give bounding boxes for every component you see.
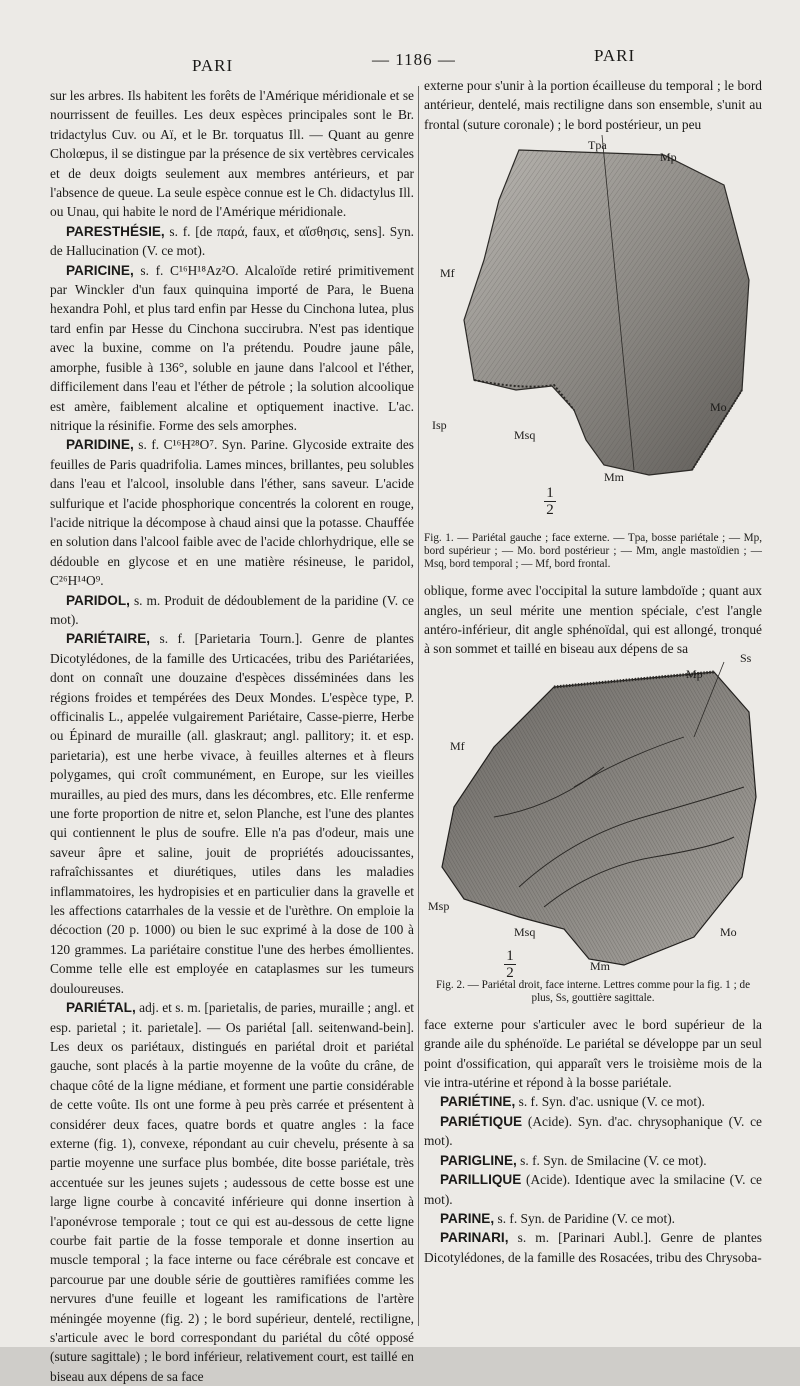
label-msq: Msq bbox=[514, 428, 536, 443]
entry-continuation: oblique, forme avec l'occipital la suture lambdoïde ; quant aux angles, un seul mérite une mention spéciale, c'est l'angle antéro-inférieur, dit angle sphénoïdal, qui est allongé, tronqué à son sommet et taillé en biseau aux dépens de sa bbox=[424, 583, 762, 657]
headword: PARIÉTAIRE, bbox=[66, 631, 151, 647]
headword: PARESTHÉSIE, bbox=[66, 223, 165, 239]
parietal-bone-external-illustration bbox=[424, 140, 762, 530]
entry-body: s. m. [Parinari Aubl.]. Genre de plantes Dicotylédones, de la famille des Rosacées, tribu des Chrysoba- bbox=[424, 1230, 762, 1265]
label-mo: Mo bbox=[710, 400, 727, 415]
entry-parietal bbox=[50, 998, 414, 1386]
entry-body: s. f. C¹⁶H¹⁸Az²O. Alcaloïde retiré primitivement par Winckler d'un faux quinquina importé de Para, le Buena hexandra Pohl, et plus tard enfin par Hesse du Cinchona lutea, plus tard enfin par Hesse du Cinchona succirubra. N'est pas identique avec la buxine, comme on l'a prétendu. Poudre jaune pâle, amorphe, fusible à 136°, soluble en jaune dans l'alcool et l'éther, difficilement dans l'eau et l'éther de pétrole ; la solution alcoolique est amère, faiblement alcaline et optiquement inactive. L'ac. nitrique la résinifie. Forme des sels amorphes. bbox=[50, 262, 414, 433]
label-mf: Mf bbox=[450, 738, 465, 753]
entry-paresthesie bbox=[50, 222, 414, 261]
entry-body: s. f. [Parietaria Tourn.]. Genre de plantes Dicotylédones, de la famille des Urticacées, tribu des Pariétariées, dont on connaît une douzaine d'espèces disséminées dans les régions froides et tempérées des Deux Mondes. L'espèce type, P. officinalis L., appelée vulgairement Pariétaire, Casse-pierre, Herbe ou Épinard de muraille (all. glaskraut; angl. pallitory; it. et esp. parietaria), est une herbe vivace, à feuilles alternes et à fleurs polygames, qui croît communément, en Europe, sur les vieilles murailles, au pied des murs, dans les décombres, etc. Elle renferme une forte proportion de nitre et, selon Planche, est l'une des plantes qui contiennent le plus de soufre. Elle n'a pas d'odeur, mais une saveur âpre et saline, jouit de propriétés adoucissantes, rafraîchissantes et diurétiques, utiles dans les maladies inflammatoires, les hydropisies et en particulier dans la gravelle et les affections catarrhales de la vessie et de l'urèthre. On emploie la décoction (20 p. 1000) ou bien le suc exprimé à la dose de 100 à 120 grammes. La pariétaire constitue l'une des herbes émollientes. Comme telle elle est employée en cataplasmes sur les tumeurs douloureuses. bbox=[50, 631, 414, 996]
entry-parillique bbox=[424, 1170, 762, 1209]
label-isp: Isp bbox=[432, 418, 447, 433]
headword: PARIGLINE, bbox=[440, 1152, 517, 1168]
headword: PARINARI, bbox=[440, 1230, 509, 1246]
entry-paridol bbox=[50, 591, 414, 630]
label-msp: Msp bbox=[428, 898, 450, 913]
label-mf: Mf bbox=[440, 266, 455, 281]
scale-fraction bbox=[544, 486, 556, 517]
entry-body: s. m. Produit de dédoublement de la paridine (V. ce mot). bbox=[50, 592, 414, 627]
fraction-numerator: 1 bbox=[546, 485, 554, 502]
entry-parigline bbox=[424, 1151, 762, 1170]
headword: PARIDOL, bbox=[66, 592, 130, 608]
entry-body: s. f. [de παρά, faux, et αἴσθησις, sens]. Syn. de Hallucination (V. ce mot). bbox=[50, 223, 414, 259]
label-mp: Mp bbox=[686, 666, 703, 681]
figure-1-parietal-external bbox=[424, 140, 762, 530]
figure-1-caption: Fig. 1. — Pariétal gauche ; face externe. — Tpa, bosse pariétale ; — Mp, bord supérieur ; — Mo. bord postérieur ; — Mm, angle mastoïdien ; — Msq, bord temporal ; — Mf, bord frontal. bbox=[424, 532, 762, 571]
headword: PARILLIQUE bbox=[440, 1172, 522, 1188]
entry-paridine bbox=[50, 435, 414, 590]
entry-parietine bbox=[424, 1092, 762, 1111]
label-mp: Mp bbox=[660, 150, 677, 165]
headword: PARIÉTINE, bbox=[440, 1094, 516, 1110]
headword: PARINE, bbox=[440, 1210, 495, 1226]
label-tpa: Tpa bbox=[588, 138, 607, 153]
entry-parine bbox=[424, 1209, 762, 1228]
label-mm: Mm bbox=[604, 470, 625, 485]
left-column bbox=[50, 86, 414, 1386]
headword: PARIDINE, bbox=[66, 437, 134, 453]
entry-parinari bbox=[424, 1228, 762, 1267]
entry-continuation: sur les arbres. Ils habitent les forêts de l'Amérique méridionale et se nourrissent de feuilles. Les deux espèces principales sont le Br. tridactylus Cuv. ou Aï, et le Br. torquatus Ill. — Quant au genre Cholœpus, il se distingue par la présence de six vertèbres cervicales et de deux doigts seulement aux membres antérieurs, et par l'absence de queue. La seule espèce connue est le Ch. didactylus Ill. ou Unau, qui habite le nord de l'Amérique méridionale. bbox=[50, 88, 414, 220]
header-right-guideword: PARI bbox=[594, 46, 636, 65]
entry-paricine bbox=[50, 261, 414, 436]
label-mm: Mm bbox=[590, 958, 611, 973]
headword: PARIÉTIQUE bbox=[440, 1113, 523, 1129]
fraction-denominator: 2 bbox=[506, 964, 514, 981]
entry-body: (Acide). Syn. d'ac. chrysophanique (V. ce mot). bbox=[424, 1113, 762, 1149]
headword: PARIÉTAL, bbox=[66, 1000, 136, 1016]
label-msq: Msq bbox=[514, 924, 536, 939]
label-ss: Ss bbox=[740, 650, 752, 665]
page-number: — 1186 — bbox=[372, 50, 456, 69]
right-column bbox=[424, 76, 762, 1267]
figure-2-parietal-internal bbox=[424, 650, 762, 981]
entry-continuation: externe pour s'unir à la portion écailleuse du temporal ; le bord antérieur, dentelé, mais rectiligne dans son ensemble, s'unit au frontal (suture coronale) ; le bord postérieur, un peu bbox=[424, 78, 762, 132]
entry-body: adj. et s. m. [parietalis, de paries, muraille ; angl. et esp. parietal ; it. parietale]. — Os pariétal [all. seitenwand-bein]. Les deux os pariétaux, distingués en pariétal droit et pariétal gauche, sont placés à la partie moyenne de la voûte du crâne, de chaque côté de la ligne médiane, et forment une partie considérable de cette voûte. Ils ont une forme à peu près carrée et présentent à considérer deux faces, quatre bords et quatre angles : la face externe (fig. 1), convexe, répondant au cuir chevelu, présente à sa partie moyenne une surface plus bombée, dite bosse pariétale, très accentuée sur les jeunes sujets ; audessous de cette bosse est une large ligne courbe à concavité inférieure qui donne insertion à l'aponévrose temporale ; tout ce qui est au-dessous de cette ligne courbe fait partie de la fosse temporale et donne insertion au muscle temporal ; la face interne ou face cérébrale est concave et parcourue par une double série de gouttières ramifiées comme les nervures d'une feuille et logeant les ramifications de l'artère méningée moyenne (fig. 2) ; le bord supérieur, dentelé, rectiligne, s'articule avec le bord correspondant du pariétal du côté opposé (suture sagittale) ; le bord inférieur, relativement court, est taillé en biseau aux dépens de sa face bbox=[50, 1000, 414, 1384]
fraction-denominator: 2 bbox=[546, 502, 554, 519]
fraction-numerator: 1 bbox=[506, 947, 514, 964]
figure-2-caption: Fig. 2. — Pariétal droit, face interne. Lettres comme pour la fig. 1 ; de plus, Ss, gouttière sagittale. bbox=[435, 978, 751, 1004]
entry-parietique bbox=[424, 1112, 762, 1151]
entry-body: s. f. Syn. d'ac. usnique (V. ce mot). bbox=[518, 1094, 705, 1110]
scale-fraction bbox=[504, 949, 516, 980]
entry-body: (Acide). Identique avec la smilacine (V. ce mot). bbox=[424, 1172, 762, 1207]
entry-body: s. f. C¹⁶H²⁸O⁷. Syn. Parine. Glycoside extraite des feuilles de Paris quadrifolia. Lames minces, brillantes, peu solubles dans l'eau et l'alcool, insoluble dans l'éther, sans saveur. L'acide sulfurique et l'acide phosphorique concentrés la colorent en rouge, l'acide nitrique la décompose à chaud ainsi que la potasse. Chauffée en solution dans l'alcool faible avec de l'acide chlorhydrique, elle se dédouble en glycose et en une matière résineuse, le paridol, C²⁶H¹⁴O⁹. bbox=[50, 437, 414, 589]
column-divider bbox=[418, 86, 419, 1326]
entry-parietaire bbox=[50, 629, 414, 998]
entry-body: s. f. Syn. de Paridine (V. ce mot). bbox=[497, 1210, 676, 1226]
label-mo: Mo bbox=[720, 924, 737, 939]
headword: PARICINE, bbox=[66, 262, 134, 278]
parietal-bone-internal-illustration bbox=[424, 667, 762, 977]
entry-body: s. f. Syn. de Smilacine (V. ce mot). bbox=[520, 1152, 707, 1168]
entry-continuation: face externe pour s'articuler avec le bord supérieur de la grande aile du sphénoïde. Le pariétal se développe par un seul point d'ossification, qui apparaît vers le troisième mois de la vie intra-utérine et répond à la bosse pariétale. bbox=[424, 1016, 762, 1091]
header-left-guideword: PARI bbox=[192, 56, 234, 75]
